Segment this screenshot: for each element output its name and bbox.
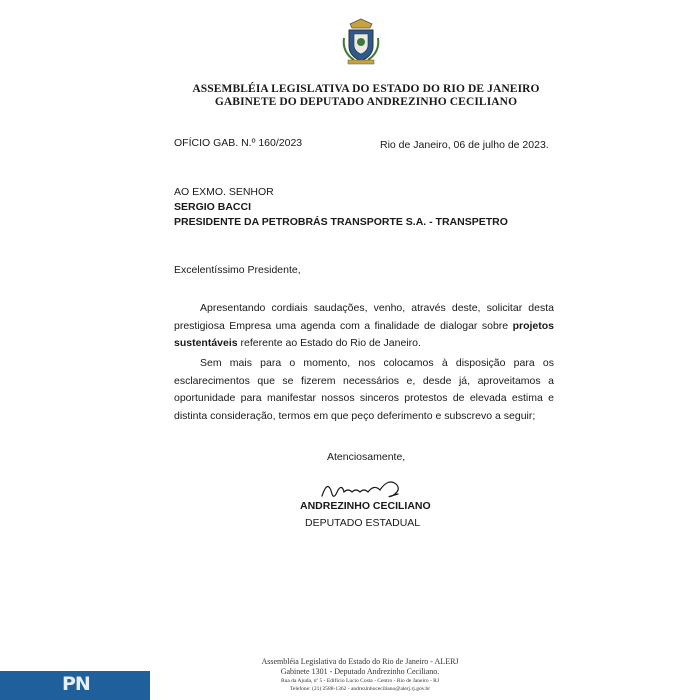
footer-line-1: Assembléia Legislativa do Estado do Rio de Janeiro - ALERJ xyxy=(261,657,459,666)
footer-line-4: Telefone: (21) 2588-1362 - andrezinhoceciliano@alerj.rj.gov.br xyxy=(289,686,431,692)
footer xyxy=(210,657,510,693)
recipient-title: PRESIDENTE DA PETROBRÁS TRANSPORTE S.A. - TRANSPETRO xyxy=(174,216,508,228)
paragraph-1 xyxy=(174,300,554,353)
place-date: Rio de Janeiro, 06 de julho de 2023. xyxy=(380,139,549,151)
footer-line-3: Rua da Ajuda, nº 5 - Edifício Lucio Costa - Centro - Rio de Janeiro - RJ xyxy=(281,678,439,684)
paragraph-1-bold: projetos sustentáveis xyxy=(174,319,554,349)
letterhead xyxy=(150,83,582,109)
letterhead-line-1: ASSEMBLÉIA LEGISLATIVA DO ESTADO DO RIO DE JANEIRO xyxy=(192,83,540,95)
letterhead-line-2: GABINETE DO DEPUTADO ANDREZINHO CECILIANO xyxy=(214,96,518,108)
paragraph-2: Sem mais para o momento, nos colocamos à disposição para os esclarecimentos que se fizerem necessários e, desde já, aproveitamos a oportunidade para manifestar nossos sinceros protestos de elevada estima e distinta consideração, termos em que peço deferimento e subscrevo a seguir; xyxy=(174,357,554,422)
watermark-logo: PN xyxy=(62,673,90,695)
reference-number: OFÍCIO GAB. N.º 160/2023 xyxy=(174,137,303,149)
paragraph-1-text-a: Apresentando cordiais saudações, venho, através deste, solicitar desta prestigiosa Empresa uma agenda com a finalidade de dialogar sobre xyxy=(174,302,554,332)
footer-line-2: Gabinete 1301 - Deputado Andrezinho Ceciliano. xyxy=(280,667,440,676)
recipient-name: SERGIO BACCI xyxy=(174,201,252,213)
signature xyxy=(318,470,410,504)
coat-of-arms-icon xyxy=(340,18,382,66)
closing: Atenciosamente, xyxy=(327,451,406,463)
recipient-salutation: AO EXMO. SENHOR xyxy=(174,186,274,198)
signer-role: DEPUTADO ESTADUAL xyxy=(305,517,421,529)
greeting: Excelentíssimo Presidente, xyxy=(174,264,301,276)
signer-name: ANDREZINHO CECILIANO xyxy=(300,500,431,512)
paragraph-1-text-b: referente ao Estado do Rio de Janeiro. xyxy=(237,337,421,349)
